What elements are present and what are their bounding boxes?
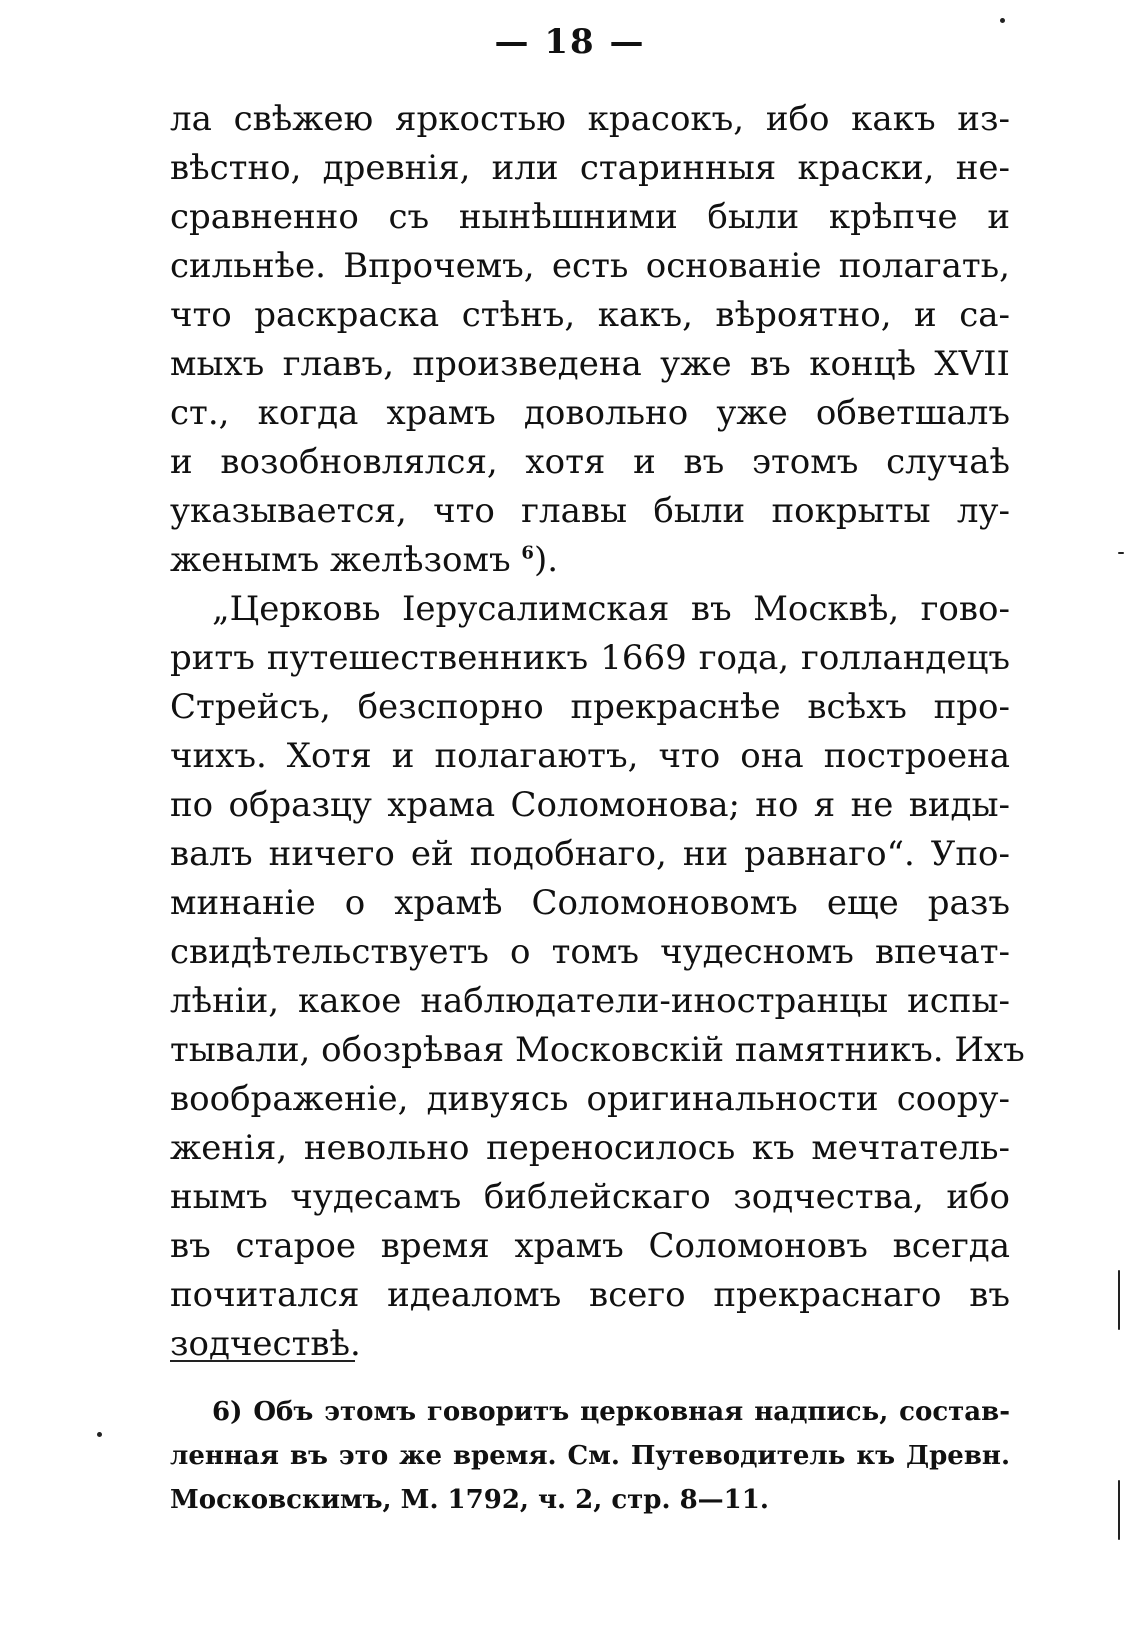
text-line: свидѣтельствуетъ о томъ чудесномъ впечат- xyxy=(170,932,1010,972)
footnote-reference: 6 xyxy=(521,542,534,564)
text-line: ст., когда храмъ довольно уже обветшалъ xyxy=(170,393,1010,433)
text-line: въ старое время храмъ Соломоновъ всегда xyxy=(170,1226,1010,1266)
text-line: „Церковь Іерусалимская въ Москвѣ, гово- xyxy=(212,589,1010,629)
body-text xyxy=(170,95,1025,1369)
footnote-line xyxy=(170,1390,1010,1434)
text-line: что раскраска стѣнъ, какъ, вѣроятно, и са- xyxy=(170,295,1010,335)
footnote-line: Московскимъ, М. 1792, ч. 2, стр. 8—11. xyxy=(170,1485,769,1515)
text-line: ла свѣжею яркостью красокъ, ибо какъ из- xyxy=(170,99,1010,139)
scan-speck xyxy=(1118,552,1124,554)
footnote-marker: 6) xyxy=(212,1397,243,1427)
text-line: женія, невольно переносилось къ мечтатель- xyxy=(170,1128,1010,1168)
scan-speck xyxy=(1118,1270,1120,1330)
text-fragment: Объ этомъ говоритъ церковная надпись, состав- xyxy=(253,1397,1010,1427)
text-line: лѣніи, какое наблюдатели-иностранцы испы- xyxy=(170,981,1010,1021)
text-line xyxy=(170,536,1010,585)
text-line: указывается, что главы были покрыты лу- xyxy=(170,491,1010,531)
text-line: сильнѣе. Впрочемъ, есть основаніе полагать, xyxy=(170,246,1010,286)
text-line: и возобновлялся, хотя и въ этомъ случаѣ xyxy=(170,442,1010,482)
text-line: нымъ чудесамъ библейскаго зодчества, ибо xyxy=(170,1177,1010,1217)
text-line: ритъ путешественникъ 1669 года, голландецъ xyxy=(170,638,1010,678)
text-line: мыхъ главъ, произведена уже въ концѣ XVII xyxy=(170,344,1010,384)
scan-speck xyxy=(1000,18,1005,23)
scan-speck xyxy=(1118,1480,1120,1540)
footnote-divider xyxy=(170,1360,355,1362)
text-line: вѣстно, древнія, или старинныя краски, не- xyxy=(170,148,1010,188)
text-line: зодчествѣ. xyxy=(170,1324,361,1364)
text-line: валъ ничего ей подобнаго, ни равнаго“. Упо- xyxy=(170,834,1010,874)
footnote-line: ленная въ это же время. См. Путеводитель къ Древн. xyxy=(170,1441,1010,1471)
text-line: тывали, обозрѣвая Московскій памятникъ. Ихъ xyxy=(170,1030,1025,1070)
scan-speck xyxy=(97,1432,102,1437)
text-fragment: женымъ желѣзомъ xyxy=(170,540,511,580)
text-line: почитался идеаломъ всего прекраснаго въ xyxy=(170,1275,1010,1315)
footnote xyxy=(170,1390,1010,1522)
page-number: — 18 — xyxy=(494,22,646,62)
text-line: воображеніе, дивуясь оригинальности соору- xyxy=(170,1079,1010,1119)
text-line: чихъ. Хотя и полагаютъ, что она построена xyxy=(170,736,1010,776)
text-line: по образцу храма Соломонова; но я не виды- xyxy=(170,785,1010,825)
text-fragment: ). xyxy=(533,540,559,580)
text-line: Стрейсъ, безспорно прекраснѣе всѣхъ про- xyxy=(170,687,1010,727)
text-line: минаніе о храмѣ Соломоновомъ еще разъ xyxy=(170,883,1010,923)
text-line: сравненно съ нынѣшними были крѣпче и xyxy=(170,197,1010,237)
